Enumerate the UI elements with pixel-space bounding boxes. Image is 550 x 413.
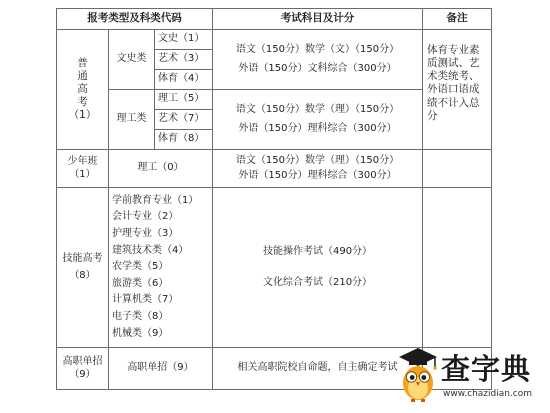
general-char: 考 [77, 96, 88, 109]
vocational-track: 高职单招（9） [109, 348, 213, 390]
youth-track: 理工（0） [109, 150, 213, 188]
list-item: 护理专业（3） [112, 228, 179, 240]
track-item: 艺术（3） [155, 50, 213, 70]
wenshi-label: 文史类 [109, 30, 155, 90]
youth-category: 少年班 [67, 156, 98, 167]
subject-line: 外语（150分）理科综合（300分） [238, 122, 397, 134]
track-item: 艺术（7） [155, 110, 213, 130]
subject-line: 语文（150分）数学（理）（150分） [235, 154, 400, 166]
general-char: 高 [77, 82, 88, 95]
general-char: 通 [77, 69, 88, 82]
vocational-subjects: 相关高职院校自命题，自主确定考试 [213, 348, 423, 390]
list-item: 学前教育专业（1） [112, 194, 199, 206]
youth-subjects-cell [213, 150, 423, 188]
list-item: 电子类（8） [112, 310, 169, 322]
skill-note [423, 188, 492, 348]
list-item: 会计专业（2） [112, 211, 179, 223]
list-item: 机械类（9） [112, 327, 169, 339]
subject-line: 技能操作考试（490分） [262, 246, 373, 257]
watermark-url: www.chazidian.com [443, 389, 533, 399]
track-item: 体育（8） [155, 130, 213, 150]
subject-line: 文化综合考试（210分） [262, 276, 373, 288]
exam-scoring-table [56, 8, 492, 390]
list-item: 计算机类（7） [112, 294, 179, 306]
header-type: 报考类型及科类代码 [57, 9, 213, 30]
graduation-owl-logo-icon [395, 345, 441, 407]
table-row [57, 150, 492, 188]
list-item: 农学类（5） [112, 261, 169, 273]
track-item: 文史（1） [155, 30, 213, 50]
table-header-row [57, 9, 492, 30]
general-char: 普 [77, 56, 88, 69]
youth-category-cell [57, 150, 109, 188]
watermark-brand: 查字典 [441, 352, 532, 386]
vocational-code: （9） [69, 368, 96, 380]
vocational-category: 高职单招 [62, 356, 103, 367]
list-item: 建筑技术类（4） [112, 244, 189, 256]
subject-line: 外语（150分）理科综合（300分） [238, 170, 397, 181]
general-category-cell [57, 30, 109, 150]
list-item: 旅游类（6） [112, 277, 169, 289]
youth-note [423, 150, 492, 188]
skill-majors-list [109, 188, 213, 348]
subject-line: 外语（150分）文科综合（300分） [238, 62, 397, 74]
header-subjects: 考试科目及计分 [213, 9, 423, 30]
track-item: 体育（4） [155, 70, 213, 90]
vocational-category-cell [57, 348, 109, 390]
skill-category: 技能高考 [62, 253, 103, 264]
table-row [57, 30, 492, 50]
watermark-logo [395, 345, 545, 409]
youth-code: （1） [69, 168, 96, 180]
skill-code: （8） [69, 269, 96, 281]
general-code: （1） [68, 109, 97, 122]
header-note: 备注 [423, 9, 492, 30]
ligong-label: 理工类 [109, 90, 155, 150]
track-item: 理工（5） [155, 90, 213, 110]
subject-line: 语文（150分）数学（理）（150分） [235, 104, 400, 115]
ligong-subjects-cell [213, 90, 423, 150]
subject-line: 语文（150分）数学（文）（150分） [235, 44, 400, 55]
skill-category-cell [57, 188, 109, 348]
general-note: 体育专业素质测试、艺术类统考、外语口语成绩不计入总分 [423, 30, 492, 150]
skill-subjects-cell [213, 188, 423, 348]
table-row [57, 188, 492, 348]
wenshi-subjects-cell [213, 30, 423, 90]
